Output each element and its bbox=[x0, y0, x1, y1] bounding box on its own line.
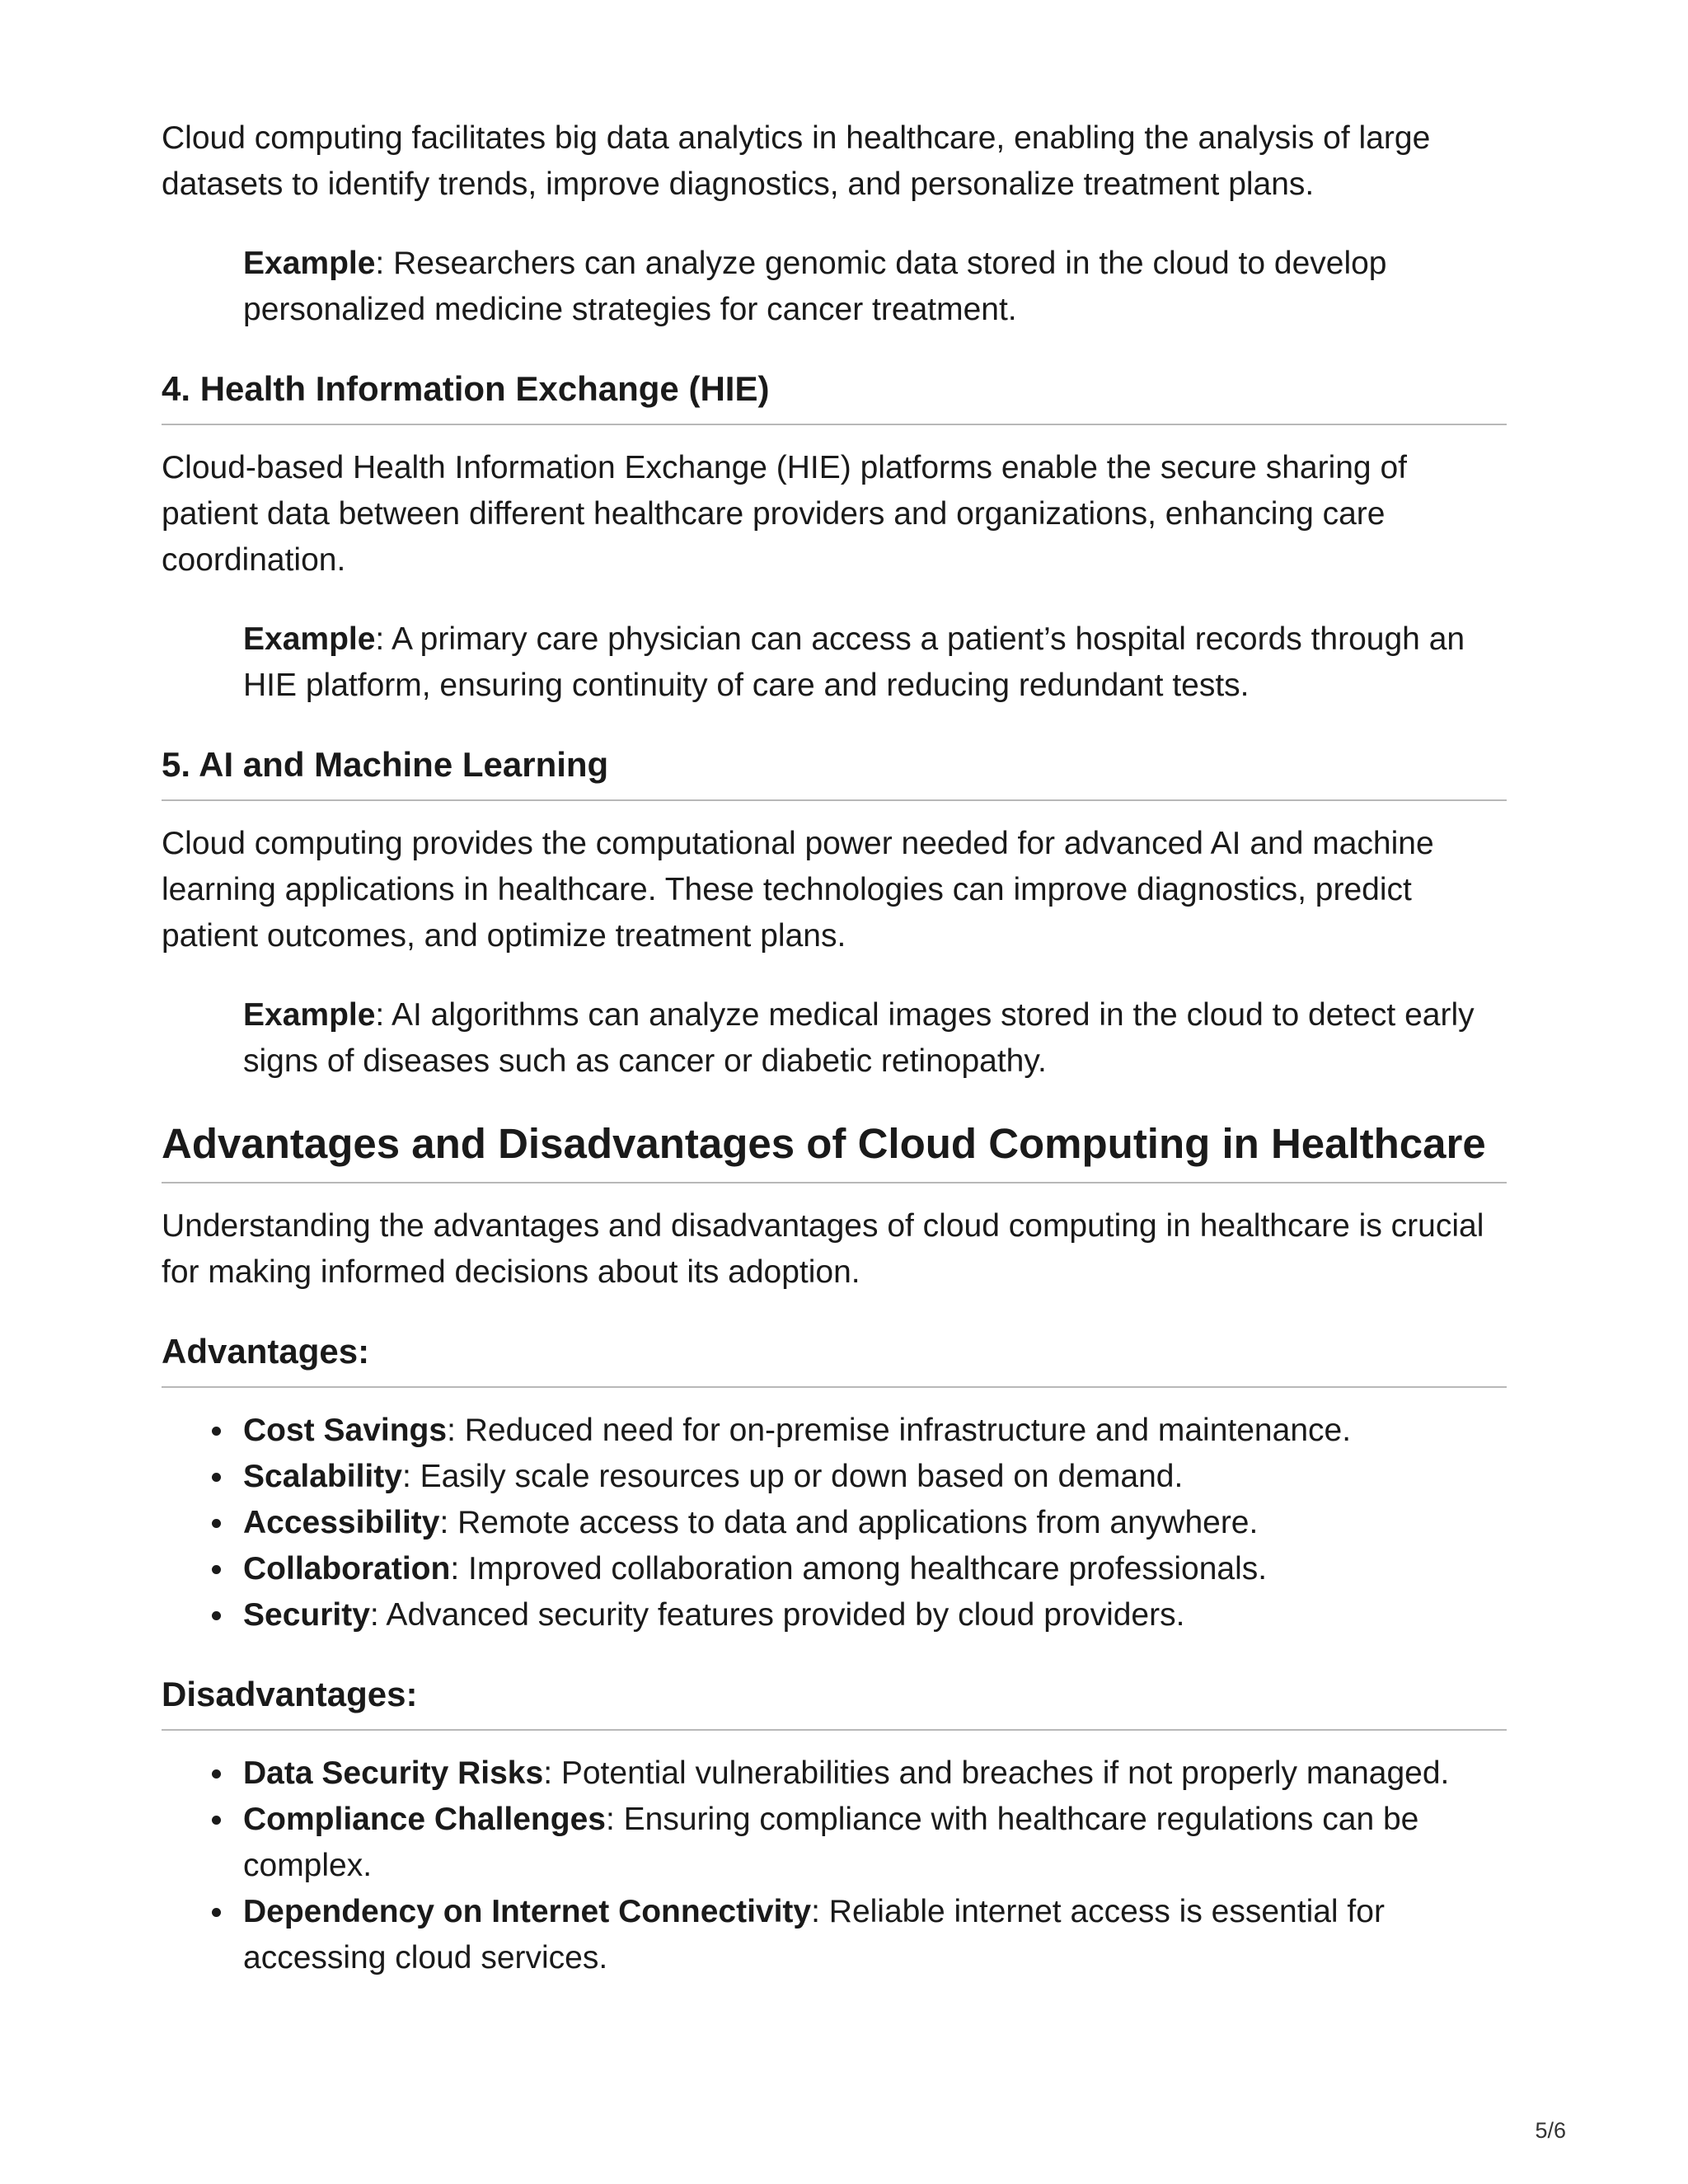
bullet-icon bbox=[212, 1769, 221, 1779]
item-term: Dependency on Internet Connectivity bbox=[243, 1894, 812, 1929]
adv-disadv-paragraph: Understanding the advantages and disadvantages of cloud computing in healthcare is crucial for making informed decisions about its adoption. bbox=[162, 1208, 1484, 1290]
example-label: Example bbox=[243, 246, 376, 281]
item-desc: : Remote access to data and applications from anywhere. bbox=[439, 1505, 1259, 1540]
item-desc: : Improved collaboration among healthcare professionals. bbox=[450, 1551, 1268, 1586]
item-term: Collaboration bbox=[243, 1551, 451, 1586]
example-text: : AI algorithms can analyze medical images stored in the cloud to detect early signs of diseases such as cancer or diabetic retinopathy. bbox=[243, 997, 1475, 1079]
item-desc: : Advanced security features provided by cloud providers. bbox=[369, 1597, 1185, 1633]
item-term: Security bbox=[243, 1597, 370, 1633]
item-term: Scalability bbox=[243, 1459, 402, 1494]
document-page bbox=[162, 115, 1507, 2014]
item-term: Data Security Risks bbox=[243, 1755, 544, 1791]
list-item bbox=[243, 1797, 1507, 1889]
item-term: Cost Savings bbox=[243, 1413, 448, 1448]
list-item bbox=[243, 1750, 1507, 1797]
bullet-icon bbox=[212, 1816, 221, 1825]
item-desc: : Ensuring compliance with healthcare regulations can be complex. bbox=[243, 1802, 1419, 1883]
list-item bbox=[243, 1546, 1507, 1592]
ai-example bbox=[243, 992, 1507, 1085]
bullet-icon bbox=[212, 1427, 221, 1436]
bullet-icon bbox=[212, 1908, 221, 1917]
ai-heading: 5. AI and Machine Learning bbox=[162, 742, 1507, 801]
intro-example bbox=[243, 241, 1507, 333]
hie-paragraph: Cloud-based Health Information Exchange (HIE) platforms enable the secure sharing of patient data between different healthcare providers and organizations, enhancing care coordination. bbox=[162, 450, 1407, 578]
example-text: : Researchers can analyze genomic data stored in the cloud to develop personalized medicine strategies for cancer treatment. bbox=[243, 246, 1387, 327]
item-term: Compliance Challenges bbox=[243, 1802, 606, 1837]
list-item bbox=[243, 1889, 1507, 1981]
item-desc: : Easily scale resources up or down based on demand. bbox=[401, 1459, 1184, 1494]
item-desc: : Reliable internet access is essential for accessing cloud services. bbox=[243, 1894, 1385, 1975]
example-label: Example bbox=[243, 621, 376, 657]
list-item bbox=[243, 1454, 1507, 1500]
adv-disadv-heading: Advantages and Disadvantages of Cloud Computing in Healthcare bbox=[162, 1118, 1507, 1183]
ai-paragraph: Cloud computing provides the computational power needed for advanced AI and machine learning applications in healthcare. These technologies can improve diagnostics, predict patient outcomes, and optimize treatment plans. bbox=[162, 826, 1434, 954]
advantages-list bbox=[162, 1408, 1507, 1638]
bullet-icon bbox=[212, 1611, 221, 1620]
advantages-heading: Advantages: bbox=[162, 1329, 1507, 1388]
item-desc: : Reduced need for on-premise infrastructure and maintenance. bbox=[447, 1413, 1352, 1448]
list-item bbox=[243, 1408, 1507, 1454]
disadvantages-heading: Disadvantages: bbox=[162, 1671, 1507, 1731]
hie-example bbox=[243, 616, 1507, 709]
bullet-icon bbox=[212, 1565, 221, 1574]
bullet-icon bbox=[212, 1519, 221, 1528]
bullet-icon bbox=[212, 1473, 221, 1482]
item-desc: : Potential vulnerabilities and breaches if not properly managed. bbox=[543, 1755, 1450, 1791]
list-item bbox=[243, 1592, 1507, 1638]
example-label: Example bbox=[243, 997, 376, 1033]
page-number: 5/6 bbox=[1535, 2118, 1566, 2143]
example-text: : A primary care physician can access a patient’s hospital records through an HIE platform, ensuring continuity of care and reducing redundant tests. bbox=[243, 621, 1465, 703]
hie-heading: 4. Health Information Exchange (HIE) bbox=[162, 366, 1507, 425]
disadvantages-list bbox=[162, 1750, 1507, 1981]
item-term: Accessibility bbox=[243, 1505, 440, 1540]
intro-paragraph: Cloud computing facilitates big data analytics in healthcare, enabling the analysis of large datasets to identify trends, improve diagnostics, and personalize treatment plans. bbox=[162, 120, 1431, 202]
list-item bbox=[243, 1500, 1507, 1546]
